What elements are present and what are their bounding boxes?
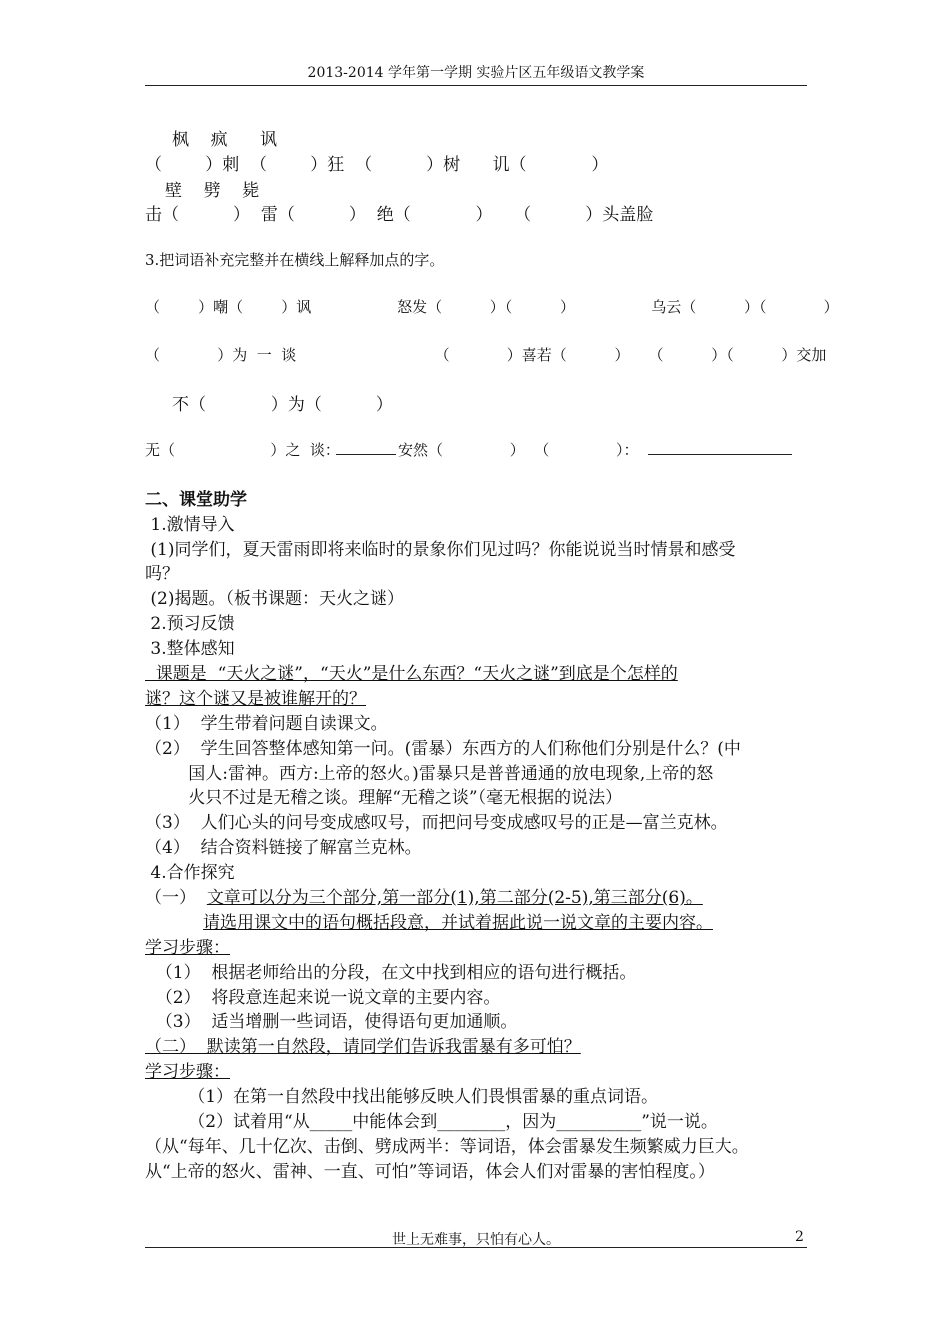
line-23: 学习步骤： [145, 1062, 230, 1082]
line-4: (2)揭题。（板书课题：天火之谜） [145, 589, 404, 609]
q3-row-2: （ ）为 一 谈 （ ）喜若（ ） （ ）（ ）交加 [145, 346, 827, 364]
line-22: （二） 默读第一自然段，请同学们告诉我雷暴有多可怕？ [145, 1037, 581, 1057]
line-17: 请选用课文中的语句概括段意，并试着据此说一说文章的主要内容。 [203, 913, 713, 933]
answer-line-2 [648, 440, 792, 459]
line-25: （2）试着用“从_____中能体会到________，因为__________”说一说。 [145, 1112, 718, 1132]
page-footer: 世上无难事，只怕有心人。 [392, 1232, 560, 1248]
fill-row-1: （ ）刺 （ ）狂 （ ）树 讥（ ） [145, 155, 609, 175]
page-header: 2013-2014 学年第一学期 实验片区五年级语文教学案 [307, 65, 645, 81]
answer-line-1 [336, 440, 396, 459]
line-16 [145, 883, 703, 908]
line-1: 1.激情导入 [145, 515, 235, 535]
line-7: 课题是 “天火之谜”，“天火”是什么东西？“天火之谜”到底是个怎样的 [145, 664, 678, 684]
line-20: （2） 将段意连起来说一说文章的主要内容。 [145, 988, 501, 1008]
header-rule [145, 85, 807, 86]
line-16-text: 文章可以分为三个部分,第一部分(1),第二部分(2-5),第三部分(6)。 [206, 888, 703, 908]
line-3: 吗？ [145, 564, 179, 584]
fill-row-2: 击（ ） 雷（ ） 绝（ ） （ ）头盖脸 [145, 205, 654, 225]
line-9: （1） 学生带着问题自读课文。 [145, 714, 388, 734]
line-18: 学习步骤： [145, 938, 230, 958]
q3-row-4b: 安然（ ） （ ）： [398, 441, 639, 459]
line-5: 2.预习反馈 [145, 614, 235, 634]
line-19: （1） 根据老师给出的分段，在文中找到相应的语句进行概括。 [145, 963, 637, 983]
page-number: 2 [795, 1229, 804, 1245]
line-24: （1）在第一自然段中找出能够反映人们畏惧雷暴的重点词语。 [145, 1087, 659, 1107]
line-10: （2） 学生回答整体感知第一问。(雷暴）东西方的人们称他们分别是什么？(中 [145, 739, 741, 759]
q3-row-3: 不（ ）为（ ） [172, 395, 393, 415]
q3-title: 3.把词语补充完整并在横线上解释加点的字。 [145, 251, 445, 269]
line-14: （4） 结合资料链接了解富兰克林。 [145, 838, 422, 858]
line-6: 3.整体感知 [145, 639, 235, 659]
line-2: (1)同学们，夏天雷雨即将来临时的景象你们见过吗？你能说说当时情景和感受 [145, 540, 736, 560]
line-8: 谜？这个谜又是被谁解开的？ [145, 689, 366, 709]
q3-row-4a: 无（ ）之 谈： [145, 441, 340, 459]
line-12: 火只不过是无稽之谈。理解“无稽之谈”（毫无根据的说法） [145, 788, 623, 808]
q3-row-1: （ ）嘲（ ）讽 怒发（ ）（ ） 乌云（ ）（ ） [145, 298, 839, 316]
line-15: 4.合作探究 [145, 863, 235, 883]
line-21: （3） 适当增删一些词语，使得语句更加通顺。 [145, 1012, 518, 1032]
line-27: 从“上帝的怒火、雷神、一直、可怕”等词语，体会人们对雷暴的害怕程度。） [145, 1162, 715, 1182]
line-16-label: （一） [145, 888, 207, 908]
line-11: 国人:雷神。西方:上帝的怒火。)雷暴只是普普通通的放电现象,上帝的怒 [145, 764, 714, 784]
line-26: （从“每年、几十亿次、击倒、劈成两半：等词语，体会雷暴发生频繁威力巨大。 [145, 1137, 749, 1157]
section2-title: 二、课堂助学 [145, 490, 247, 510]
chars-row-1: 枫 疯 讽 [172, 130, 278, 150]
line-13: （3） 人们心头的问号变成感叹号，而把问号变成感叹号的正是—富兰克林。 [145, 813, 728, 833]
chars-row-2: 壁 劈 毙 [165, 181, 260, 201]
